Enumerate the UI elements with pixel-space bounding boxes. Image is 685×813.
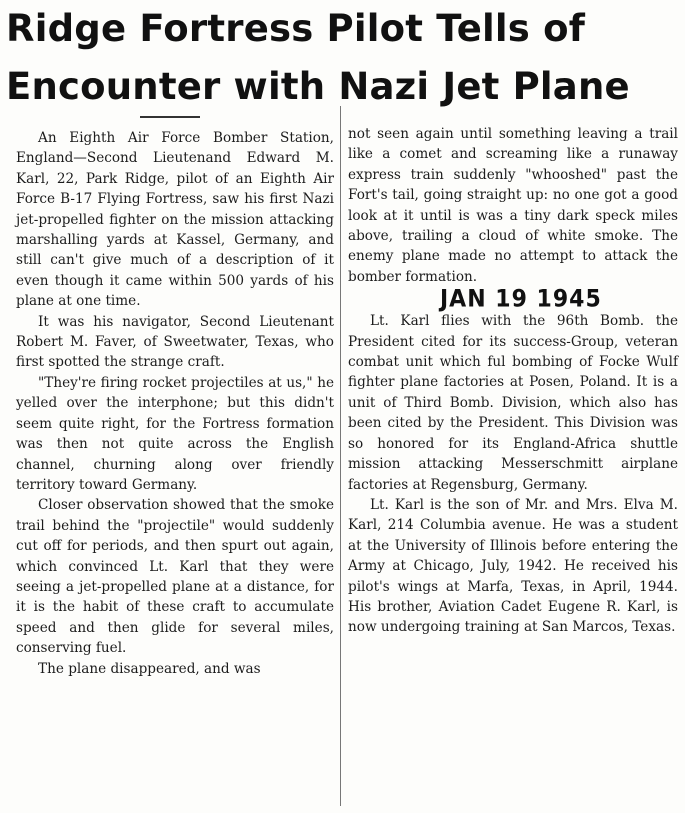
paragraph: Closer observation showed that the smoke trail behind the "projectile" would suddenly cut off for periods, and then spurt out again, which convinced Lt. Karl that they were seeing a jet-propelled plane at a distance, for it is the habit of these craft to accumulate speed and then glide for several miles, conserving fuel. bbox=[16, 497, 334, 657]
paragraph: Lt. Karl is the son of Mr. and Mrs. Elva M. Karl, 214 Columbia avenue. He was a student at the University of Illinois before entering the Army at Chicago, July, 1942. He received his pilot's wings at Marfa, Texas, in April, 1944. His brother, Aviation Cadet Eugene R. Karl, is now undergoing training at San Marcos, Texas. bbox=[348, 496, 678, 636]
column-divider bbox=[340, 106, 341, 806]
headline-rule bbox=[140, 116, 200, 118]
paragraph: "They're firing rocket projectiles at us," he yelled over the interphone; but this didn't seem quite right, for the Fortress formation was then not quite across the English channel, churning along over friendly territory toward Germany. bbox=[16, 374, 334, 493]
paragraph: The plane disappeared, and was bbox=[38, 660, 261, 677]
paragraph-continuation: not seen again until something leaving a trail like a comet and screaming like a runaway express train suddenly "whooshed" past the Fort's tail, going straight up: no one got a good look at it until is was a tiny dark speck miles above, trailing a cloud of white smoke. The enemy plane made no attempt to attack the bomber formation. bbox=[348, 126, 678, 285]
right-column bbox=[348, 124, 678, 638]
paragraph: It was his navigator, Second Lieutenant Robert M. Faver, of Sweetwater, Texas, who first spotted the strange craft. bbox=[16, 313, 334, 371]
headline: Ridge Fortress Pilot Tells of Encounter with Nazi Jet Plane bbox=[6, 7, 630, 108]
left-column bbox=[16, 128, 334, 679]
paragraph: Lt. Karl flies with the 96th Bomb. the President cited for its success-Group, veteran combat unit which ful bombing of Focke Wulf fighter plane factories at Posen, Poland. It is a unit of Third Bomb. Division, which also has been cited by the President. This Division was so honored for its England-Africa shuttle mission attacking Messerschmitt airplane factories at Regensburg, Germany. bbox=[348, 313, 678, 493]
date-stamp: JAN 19 1945 bbox=[440, 285, 602, 314]
paragraph: An Eighth Air Force Bomber Station, England—Second Lieutenand Edward M. Karl, 22, Park Ridge, pilot of an Eighth Air Force B-17 Flying Fortress, saw his first Nazi jet-propelled fighter on the mission attacking marshalling yards at Kassel, Germany, and still can't give much of a description of it even though it came within 500 yards of his plane at one time. bbox=[16, 130, 334, 310]
